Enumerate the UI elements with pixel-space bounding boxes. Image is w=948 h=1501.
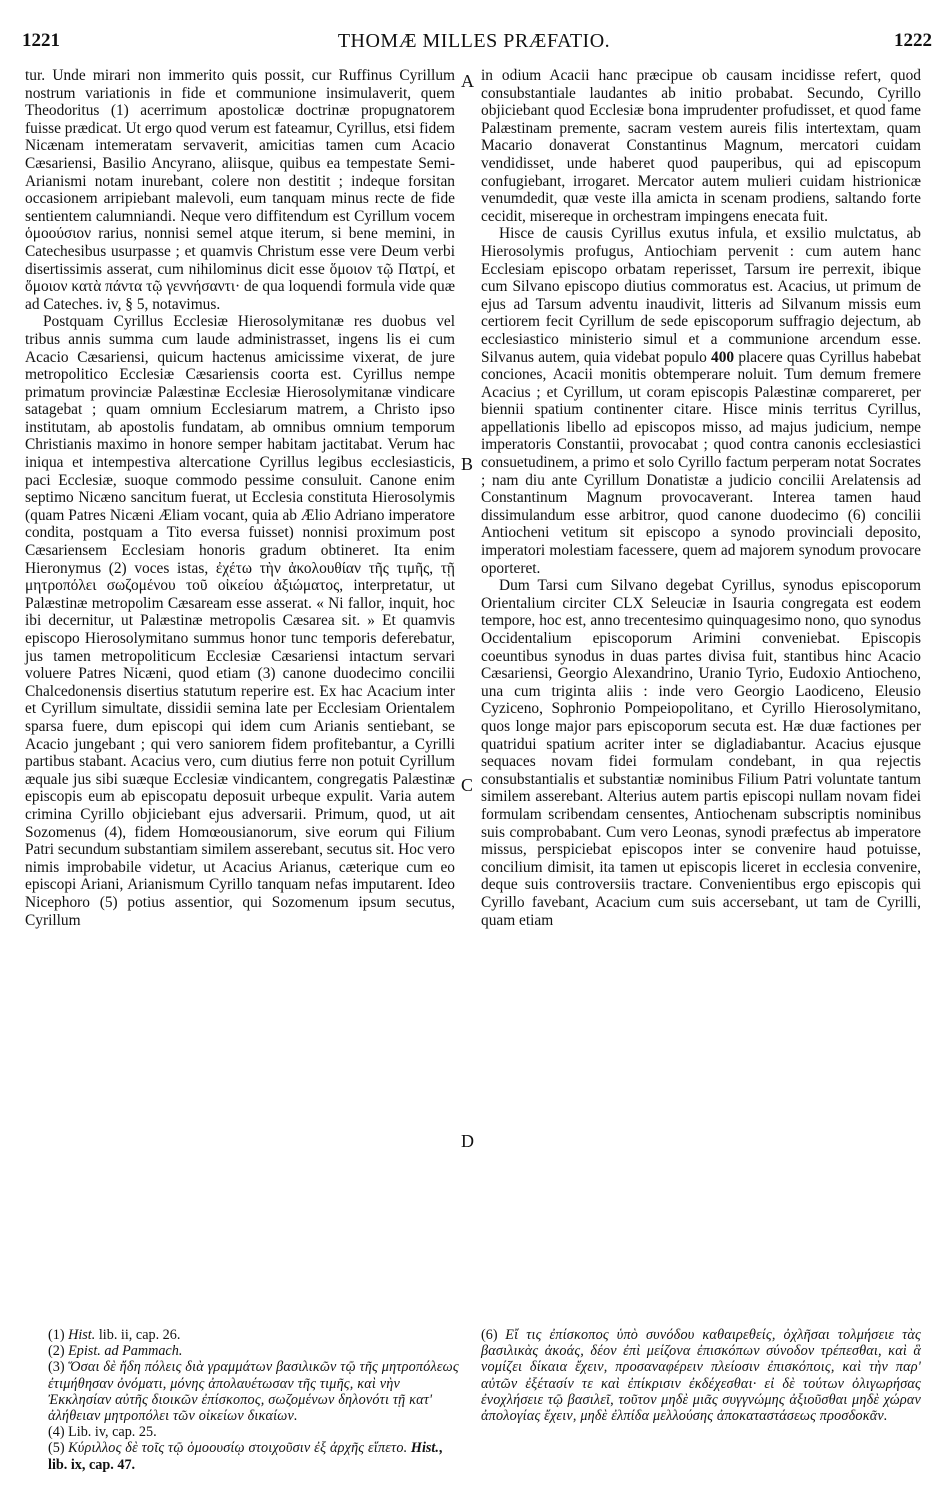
left-paragraph-2: Postquam Cyrillus Ecclesiæ Hierosolymitanæ res duobus vel tribus annis summa cum laude administrasset, ingens lis ei cum Acacio Cæsariensi, quicum hactenus amicissime vixerat, de jure metropolitico Ecclesiæ Cæsariensis coorta est. Cyrillus nempe primatum provinciæ Palæstinæ Ecclesiæ Hierosolymitanæ vindicare satagebat ; quam omnium Ecclesiarum matrem, a Christo ipso institutam, ab apostolis fundatam, ab omnibus omnium temporum Christianis maximo in honore semper habitam jactitabat. Verum hac iniqua et intempestiva altercatione Cyrillus legibus ecclesiasticis, paci Ecclesiæ, suoque commodo pessime consuluit. Canone enim septimo Nicæno sancitum fuerat, ut Ecclesia constituta Hierosolymis (quam Patres Nicæni Æliam vocant, quia ab Ælio Adriano imperatore condita, postquam a Tito eversa fuisset) nonnisi proximum post Cæsariensem Ecclesiam honoris gradum obtineret. Ita enim Hieronymus (2) voces istas, ἐχέτω τὴν ἀκολουθίαν τῆς τιμῆς, τῇ μητροπόλει σωζομένου τοῦ οἰκείου ἀξιώματος, interpretatur, ut Palæstinæ metropolim Cæsaream esse asserat. « Ni fallor, inquit, hoc ibi decernitur, ut Palæstinæ metropolis Cæsarea sit. » Et quamvis episcopo Hierosolymitano summus honor tunc temporis deferebatur, jus tamen metropoliticum Ecclesiæ Cæsariensi intactum servari voluere Patres Nicæni, quod etiam (3) canone duodecimo concilii Chalcedonensis disertius statutum reperire est. Ex hac Acacium inter et Cyrillum simultate, dissidii semina late per Ecclesiam Orientalem sparsa fuere, dum episcopi qui idem cum Arianis sentiebant, se Acacio jungebant ; qui vero saniorem fidem profitebantur, a Cyrilli partibus stabant. Acacius vero, cum diutius ferre non potuit Cyrillum æquale jus sibi suæque Ecclesiæ vindicantem, congregatis Palæstinæ episcopis eum ab episcopatu deposuit urbeque expulit. Varia autem crimina Cyrillo objiciebant ejus adversarii. Primum, quod, ut ait Sozomenus (4), fidem Homœousianorum, sive eorum qui Filium Patri secundum substantiam similem asserebant, secutus sit. Hoc vero nimis improbabile videtur, ut Acacius Arianus, cæterique cum eo episcopi Ariani, Arianismum Cyrillo tanquam nefas imputarent. Ideo Nicephoro (5) potius assentior, qui Sozomenum ipsum secutus, Cyrillum [25, 313, 455, 929]
footnote-1-number: (1) [48, 1327, 65, 1343]
right-column [481, 67, 921, 929]
right-paragraph-2-end: placere quas Cyrillus habebat conciones, Acacii monitis obtemperare noluit. Tum demum fremere Acacius ; et Cyrillum, ut coram episcopis Palæstinæ compareret, per biennii spatium continenter citare. Hisce minis territus Cyrillus, appellationis libello ad episcopos misso, ad majus judicium, nempe imperatoris Constantii, provocabat ; quod contra canonis ecclesiastici consuetudinem, a primo et solo Cyrillo factum perperam notat Socrates ; nam diu ante Cyrillum Donatistæ a judicio concilii Arelatensis ad Constantinum Magnum provocaverant. Interea tamen haud dissimulandum esse arbitror, quod canone duodecimo (6) concilii Antiocheni vetitum sit episcopo a synodo provinciali deposito, imperatori molestiam facessere, quem ad majorem synodum provocare oporteret. [481, 348, 921, 577]
running-header [0, 0, 948, 60]
footnote-4 [48, 1424, 460, 1440]
page-number-left: 1221 [22, 30, 60, 51]
right-paragraph-3: Dum Tarsi cum Silvano degebat Cyrillus, synodus episcoporum Orientalium circiter CLX Seleuciæ in Isauria congregata est eodem tempore, hoc est, anno trecentesimo quinquagesimo nono, quo synodus Occidentalium episcoporum Arimini conveniebat. Episcopis coeuntibus synodus in duas partes divisa fuit, stantibus hinc Acacio Cæsariensi, Georgio Alexandrino, Uranio Tyrio, Eudoxio Antiocheno, una cum triginta aliis : inde vero Georgio Laodiceno, Eleusio Cyziceno, Sophronio Pompeiopolitano, et Cyrillo Hierosolymitano, quos longe major pars episcoporum secuta est. Hæ duæ factiones per quatridui spatium acriter inter se digladiabantur. Acacius ejusque sequaces novam fidei formulam condebant, in qua rejectis consubstantialis et substantiæ nominibus Filium Patri voluntate tantum similem asserebant. Alterius autem partis episcopi nullam novam fidei formulam scribendam censentes, Antiochenam subscriptis nominibus suis comprobabant. Cum vero Leonas, synodi præfectus ab imperatore missus, perspiciebat episcopos inter se convenire haud potuisse, concilium dimisit, ita tamen ut episcopis liceret in ecclesia convenire, deque suis controversiis tractare. Convenientibus ergo episcopis qui Cyrillo favebant, Acacium cum suis accersebant, ut tam de Cyrilli, quam etiam [481, 577, 921, 929]
footnote-4-text: Lib. iv, cap. 25. [68, 1424, 157, 1441]
footnote-5-number: (5) [48, 1440, 65, 1457]
footnote-4-number: (4) [48, 1424, 65, 1441]
footnote-6-number: (6) [481, 1327, 498, 1343]
footnote-5-text: , lib. ix, cap. 47. [48, 1440, 443, 1473]
left-column [25, 67, 455, 929]
footnote-2 [48, 1343, 460, 1359]
footnote-1-ref: Hist. [68, 1327, 96, 1343]
section-marker-c: C [461, 775, 474, 795]
footnote-1 [48, 1327, 460, 1343]
inline-page-marker: 400 [711, 348, 735, 366]
footnote-5 [48, 1440, 460, 1472]
footnotes-right [481, 1327, 921, 1424]
footnote-1-text: lib. ii, cap. 26. [95, 1327, 181, 1343]
footnote-3-greek: Ὅσαι δὲ ἤδη πόλεις διὰ γραμμάτων βασιλικῶν τῷ τῆς μητροπόλεως ἐτιμήθησαν ὀνόματι, μόνης ἀπολαυέτωσαν τῆς τιμῆς, καὶ νὴν Ἐκκλησίαν αὐτῆς διοικῶν ἐπίσκοπος, σωζομένων δηλονότι τῇ κατ' ἀλήθειαν μητροπόλει τῶν οἰκείων δικαίων. [48, 1359, 459, 1425]
section-marker-d: D [461, 1131, 474, 1151]
footnote-3 [48, 1359, 460, 1424]
right-paragraph-1: in odium Acacii hanc præcipue ob causam incidisse refert, quod consubstantiale laudantes ab initio probabat. Secundo, Cyrillo objiciebant quod Ecclesiæ bona imprudenter profudisset, et quod fame Palæstinam premente, sacram vestem aureis filis intertextam, quam Macario donaverat Constantinus Magnum, mercatori cuidam vendidisset, unde haberet quod pauperibus, qui ad episcopum confugiebant, irrogaret. Mercator autem mulieri cuidam histrionicæ venumdedit, quæ veste illa amicta in scenam prodiens, saltando forte cecidit, misereque in orchestram impingens enecata fuit. [481, 67, 921, 225]
page-number-right: 1222 [894, 30, 932, 51]
footnote-3-number: (3) [48, 1359, 65, 1376]
footnote-5-greek: Κύριλλος δὲ τοῖς τῷ ὁμοουσίῳ στοιχοῦσιν ἐξ ἀρχῆς εἵπετο. [68, 1440, 408, 1457]
footnote-6-greek: Εἴ τις ἐπίσκοπος ὑπὸ συνόδου καθαιρεθείς, ὀχλῆσαι τολμήσειε τὰς βασιλικὰς ἀκοάς, δέον ἐπὶ μείζονα ἐπισκόπων σύνοδον τρέπεσθαι, καὶ ἃ νομίζει δίκαια ἔχειν, προσαναφέρειν πλείοσιν ἐπισκόποις, καὶ τὴν παρ' αὐτῶν ἐξέτασίν τε καὶ ἐπίκρισιν ἐκδέχεσθαι· εἰ δὲ τούτων ὀλιγωρήσας ἐνοχλήσειε τῷ βασιλεῖ, τοῦτον μηδὲ μιᾶς συγγνώμης ἀξιοῦσθαι μηδὲ χώραν ἀπολογίας ἔχειν, μηδὲ ἐλπίδα μελλούσης ἀποκαταστάσεως προσδοκᾶν. [481, 1327, 921, 1425]
section-marker-a: A [461, 71, 474, 91]
running-title: THOMÆ MILLES PRÆFATIO. [337, 30, 611, 52]
footnote-2-ref: Epist. ad Pammach. [68, 1343, 183, 1360]
footnote-2-number: (2) [48, 1343, 65, 1360]
footnote-6 [481, 1327, 921, 1424]
footnote-5-ref: Hist. [410, 1440, 439, 1457]
section-marker-b: B [461, 454, 474, 474]
footnotes-left [48, 1327, 460, 1473]
right-paragraph-2 [481, 225, 921, 577]
right-paragraph-2-start: Hisce de causis Cyrillus exutus infula, et exsilio mulctatus, ab Hierosolymis profugus, Antiochiam pervenit : cum autem hanc Ecclesiam episcopo orbatam reperisset, Tarsum ire perrexit, ibique cum Silvano episcopo diutius commoratus est. Acacius, ut primum de ejus ad Tarsum adventu inaudivit, litteris ad Silvanum missis eum certiorem fecit Cyrillum de sede episcoporum suffragio dejectum, ab ecclesiastico ministerio simul et a communione arcendum esse. Silvanus autem, quia videbat populo [481, 225, 921, 366]
left-paragraph-1: tur. Unde mirari non immerito quis possit, cur Ruffinus Cyrillum nostrum variationis in fide et communione insimulaverit, quem Theodoritus (1) acerrimum apostolicæ doctrinæ propugnatorem fuisse prædicat. Ut ergo quod verum est fateamur, Cyrillus, etsi fidem Nicænam intemeratam servaverit, amicitias tamen cum Acacio Cæsariensi, Basilio Ancyrano, aliisque, quibus ea tempestate Semi-Arianismi notam inurebant, colere non destitit ; indeque forsitan occasionem arripiebant malevoli, eum tanquam minus recte de fide sentientem calumniandi. Neque vero diffitendum est Cyrillum vocem ὁμοούσιον rarius, nonnisi semel atque iterum, si bene memini, in Catechesibus usurpasse ; et quamvis Christum esse vere Deum verbi disertissimis asserat, cum nihilominus dicit esse ὅμοιον τῷ Πατρί, et ὅμοιον κατὰ πάντα τῷ γεννήσαντι· de qua loquendi formula vide quæ ad Cateches. iv, § 5, notavimus. [25, 67, 455, 313]
